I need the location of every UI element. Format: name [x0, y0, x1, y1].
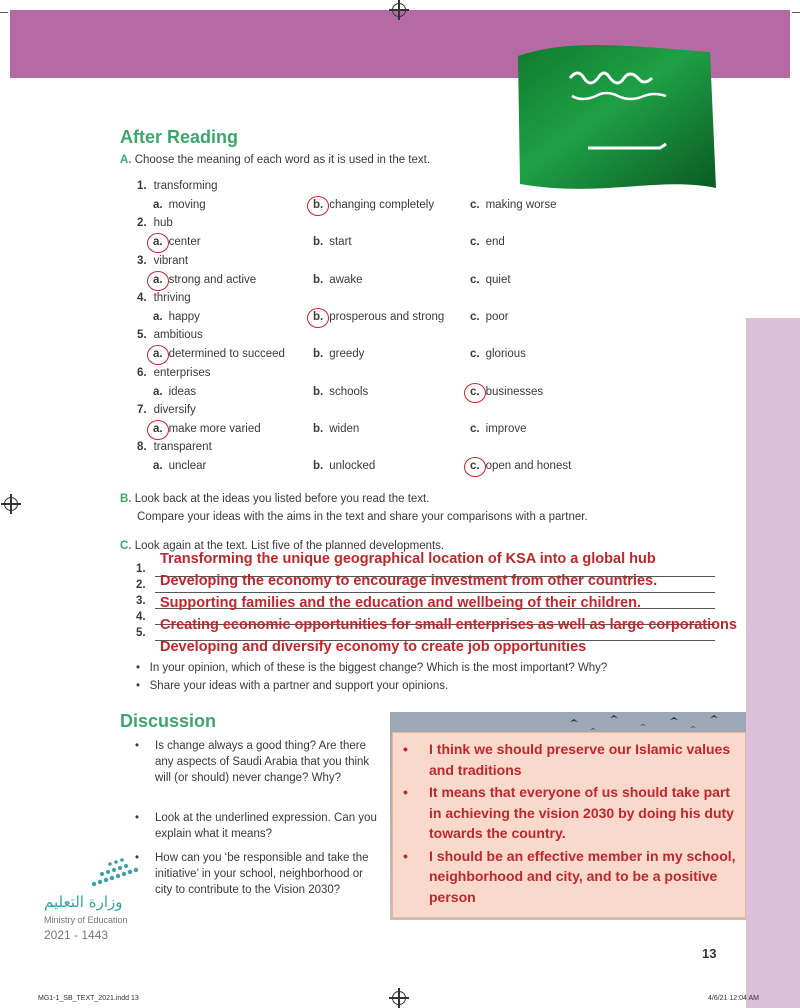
option-c	[470, 274, 511, 286]
option-text: prosperous and strong	[329, 310, 445, 323]
vocab-number: 7.	[137, 403, 147, 416]
bullet-item: • In your opinion, which of these is the biggest change? Which is the most important? Why?	[136, 662, 608, 674]
vocab-word	[137, 255, 188, 267]
option-letter: c.	[470, 348, 480, 361]
vocab-word-text: vibrant	[153, 254, 189, 267]
vocab-word	[137, 404, 196, 416]
ministry-arabic: وزارة التعليم	[44, 893, 123, 911]
answer-note	[392, 732, 746, 918]
ministry-english: Ministry of Education	[44, 915, 128, 925]
discussion-item: • Is change always a good thing? Are there any aspects of Saudi Arabia that you think will (or should) never change? Why?	[135, 740, 370, 784]
page-number: 13	[702, 946, 717, 961]
option-c	[470, 348, 526, 360]
option-text: happy	[168, 310, 200, 323]
ministry-year: 2021 - 1443	[44, 928, 109, 942]
vocab-word	[137, 292, 191, 304]
option-text: determined to succeed	[168, 348, 285, 361]
option-letter: c.	[470, 385, 480, 398]
registration-mark-icon	[4, 497, 18, 511]
option-text: greedy	[329, 348, 365, 361]
vocab-word	[137, 367, 210, 379]
answer-circle	[147, 420, 169, 440]
instruction-c-text: Look again at the text. List five of the planned developments.	[134, 540, 445, 552]
note-answer-2: • It means that everyone of us should take part in achieving the vision 2030 by doing his duty towards the country.	[393, 782, 745, 844]
vocab-number: 3.	[137, 254, 147, 267]
option-text: start	[329, 236, 352, 249]
option-a	[153, 386, 196, 398]
vocab-word	[137, 329, 203, 341]
option-letter: b.	[313, 273, 324, 286]
answer-circle	[147, 345, 169, 365]
answer-circle	[307, 308, 329, 328]
crop-mark	[792, 12, 800, 13]
option-letter: a.	[153, 310, 163, 323]
option-a	[153, 460, 206, 472]
option-text: glorious	[485, 348, 526, 361]
discussion-text: Is change always a good thing? Are there any aspects of Saudi Arabia that you think will (or should) never change? Why?	[155, 740, 370, 784]
answer-circle	[464, 383, 486, 403]
option-letter: c.	[470, 422, 480, 435]
list-number: 4.	[136, 611, 146, 623]
option-a	[153, 423, 261, 435]
bullet-text: In your opinion, which of these is the biggest change? Which is the most important? Why?	[149, 662, 608, 674]
option-letter: a.	[153, 348, 163, 361]
handwritten-answer: Creating economic opportunities for small enterprises as well as large corporations	[160, 617, 737, 633]
option-letter: a.	[153, 385, 163, 398]
instruction-a	[120, 154, 430, 166]
option-letter: a.	[153, 199, 163, 211]
option-text: making worse	[485, 199, 557, 211]
option-text: ideas	[168, 385, 197, 398]
vocab-word	[137, 441, 212, 453]
answer-circle	[307, 196, 329, 216]
vocab-number: 4.	[137, 291, 147, 304]
option-a	[153, 199, 206, 211]
option-b	[313, 423, 359, 435]
vocab-word	[137, 180, 218, 192]
option-c	[470, 236, 505, 248]
option-text: poor	[485, 310, 509, 323]
ministry-logo-icon	[88, 856, 150, 892]
vocab-word	[137, 217, 173, 229]
discussion-item: • Look at the underlined expression. Can you explain what it means?	[135, 812, 377, 840]
discussion-item: • How can you ‘be responsible and take the initiative’ in your school, neighborhood or city to contribute to the Vision 2030?	[135, 852, 369, 896]
option-text: unclear	[168, 460, 207, 473]
instruction-a-text: Choose the meaning of each word as it is used in the text.	[134, 154, 431, 166]
vocab-word-text: thriving	[153, 291, 191, 304]
instruction-b	[120, 493, 429, 505]
option-text: unlocked	[329, 460, 376, 473]
vocab-number: 8.	[137, 441, 147, 454]
option-letter: c.	[470, 199, 480, 211]
option-c	[470, 311, 509, 323]
option-b	[313, 311, 444, 323]
vocab-word-text: transparent	[153, 441, 212, 454]
vocab-word-text: hub	[153, 217, 173, 230]
option-letter: b.	[313, 199, 324, 211]
list-number: 2.	[136, 579, 146, 591]
vocab-number: 5.	[137, 329, 147, 342]
option-text: strong and active	[168, 273, 257, 286]
bullet-item: • Share your ideas with a partner and support your opinions.	[136, 680, 449, 692]
footer-file: MG1-1_SB_TEXT_2021.indd 13	[38, 995, 139, 1002]
vocab-word-text: transforming	[153, 180, 218, 192]
option-text: end	[485, 236, 505, 249]
note-answer-3: • I should be an effective member in my school, neighborhood and city, and to be a positive person	[393, 846, 745, 908]
answer-circle	[147, 271, 169, 291]
option-letter: a.	[153, 273, 163, 286]
option-text: widen	[329, 422, 360, 435]
option-letter: c.	[470, 460, 480, 473]
option-letter: b.	[313, 236, 324, 249]
saudi-flag-icon	[510, 38, 718, 198]
note-answer-1: • I think we should preserve our Islamic values and traditions	[393, 739, 745, 780]
option-b	[313, 274, 362, 286]
vocab-number: 2.	[137, 217, 147, 230]
option-letter: b.	[313, 385, 324, 398]
option-text: moving	[168, 199, 206, 211]
option-text: changing completely	[329, 199, 435, 211]
option-text: center	[168, 236, 201, 249]
option-text: improve	[485, 422, 527, 435]
letter-c: C.	[120, 540, 132, 552]
list-number: 3.	[136, 595, 146, 607]
letter-a: A.	[120, 154, 132, 166]
option-letter: c.	[470, 236, 480, 249]
side-strip	[746, 318, 800, 1008]
option-letter: a.	[153, 460, 163, 473]
list-number: 5.	[136, 627, 146, 639]
vocab-number: 6.	[137, 366, 147, 379]
option-c	[470, 199, 557, 211]
letter-b: B.	[120, 493, 132, 505]
option-letter: c.	[470, 310, 480, 323]
option-letter: b.	[313, 310, 324, 323]
answer-line	[155, 592, 715, 593]
option-text: quiet	[485, 273, 511, 286]
handwritten-answer: Developing and diversify economy to create job opportunities	[160, 639, 587, 655]
instruction-b-line2: Compare your ideas with the aims in the text and share your comparisons with a partner.	[137, 511, 588, 523]
option-letter: b.	[313, 460, 324, 473]
vocab-number: 1.	[137, 180, 147, 192]
option-letter: a.	[153, 422, 163, 435]
answer-circle	[147, 233, 169, 253]
option-a	[153, 348, 285, 360]
footer-date: 4/6/21 12:04 AM	[708, 995, 759, 1002]
crop-mark	[0, 12, 8, 13]
section-title-after-reading: After Reading	[120, 127, 239, 147]
vocab-word-text: ambitious	[153, 329, 203, 342]
answer-circle	[464, 457, 486, 477]
discussion-text: Look at the underlined expression. Can you explain what it means?	[155, 812, 377, 840]
option-text: awake	[329, 273, 363, 286]
discussion-text: How can you ‘be responsible and take the initiative’ in your school, neighborhood or city to contribute to the Vision 2030?	[155, 852, 369, 896]
option-text: businesses	[485, 385, 544, 398]
option-b	[313, 199, 434, 211]
bullet-text: Share your ideas with a partner and support your opinions.	[149, 680, 449, 692]
option-letter: b.	[313, 348, 324, 361]
handwritten-answer: Supporting families and the education and wellbeing of their children.	[160, 595, 641, 611]
section-title-discussion: Discussion	[120, 711, 217, 731]
vocab-word-text: enterprises	[153, 366, 211, 379]
handwritten-answer: Transforming the unique geographical location of KSA into a global hub	[160, 551, 656, 567]
option-text: make more varied	[168, 422, 261, 435]
option-b	[313, 460, 375, 472]
vocab-word-text: diversify	[153, 403, 196, 416]
option-letter: c.	[470, 273, 480, 286]
option-b	[313, 386, 368, 398]
list-number: 1.	[136, 563, 146, 575]
handwritten-answer: Developing the economy to encourage investment from other countries.	[160, 573, 658, 589]
option-b	[313, 348, 364, 360]
instruction-b-line1: Look back at the ideas you listed before you read the text.	[134, 493, 430, 505]
option-letter: b.	[313, 422, 324, 435]
option-a	[153, 311, 200, 323]
registration-mark-icon	[392, 991, 406, 1005]
option-letter: a.	[153, 236, 163, 249]
option-text: schools	[329, 385, 369, 398]
option-c	[470, 423, 527, 435]
option-text: open and honest	[485, 460, 572, 473]
registration-mark-icon	[392, 3, 406, 17]
option-b	[313, 236, 352, 248]
